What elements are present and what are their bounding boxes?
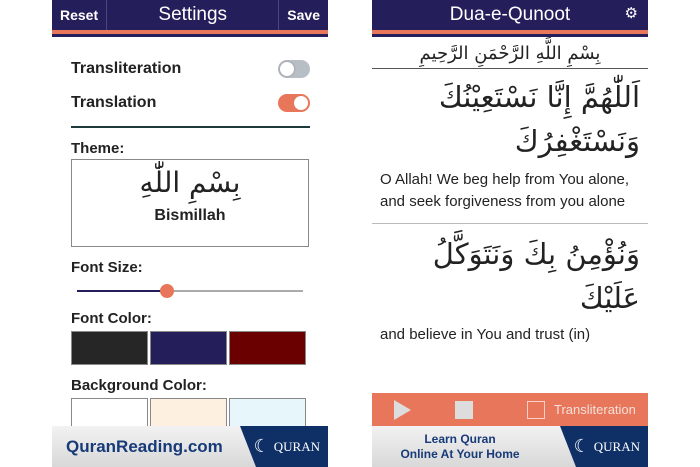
settings-screen (52, 0, 328, 467)
dua-header (372, 0, 648, 34)
translation-toggle[interactable] (278, 94, 310, 112)
transliteration-checkbox-label: Transliteration (554, 402, 636, 417)
dua-screen (372, 0, 648, 467)
font-color-swatches (52, 331, 328, 365)
save-button[interactable]: Save (287, 7, 320, 23)
ad-banner[interactable] (372, 426, 648, 467)
theme-name: Bismillah (154, 207, 226, 224)
settings-header (52, 0, 328, 34)
stop-icon[interactable] (455, 401, 473, 419)
ad-text: Online At Your Home (400, 446, 520, 461)
arabic-verse: وَنُؤْمِنُ بِكَ وَنَتَوَكَّلُ عَلَيْكَ (432, 237, 640, 315)
quran-reading-logo: ☾ QURAN (573, 436, 640, 456)
ad-text: QuranReading.com (66, 436, 223, 456)
quran-reading-logo: ☾ QURAN (253, 436, 320, 456)
font-color-swatch[interactable] (150, 331, 227, 365)
background-color-label: Background Color: (71, 377, 207, 394)
page-title: Dua-e-Qunoot (449, 4, 571, 25)
arabic-verse: اَللّٰهُمَّ إِنَّا نَسْتَعِيْنُكَ وَنَسْتَغْفِرُكَ (438, 80, 640, 158)
font-size-label: Font Size: (71, 259, 143, 276)
divider (71, 126, 310, 128)
font-color-swatch[interactable] (229, 331, 306, 365)
translation-text: O Allah! We beg help from You alone, and seek forgiveness from you alone (372, 163, 648, 224)
font-color-swatch[interactable] (71, 331, 148, 365)
transliteration-label: Transliteration (71, 60, 182, 77)
translation-row (52, 86, 328, 120)
translation-text: and believe in You and trust (in) (380, 326, 591, 343)
page-title: Settings (158, 4, 228, 25)
transliteration-row (52, 52, 328, 86)
transliteration-checkbox[interactable] (527, 401, 545, 419)
slider-thumb[interactable] (160, 284, 174, 298)
theme-label: Theme: (71, 140, 125, 157)
gears-icon[interactable]: ⚙ (624, 5, 638, 22)
play-icon[interactable] (394, 400, 411, 420)
reset-button[interactable]: Reset (60, 7, 99, 23)
translation-label: Translation (71, 94, 157, 111)
ad-text: Learn Quran (424, 431, 496, 446)
transliteration-toggle[interactable] (278, 60, 310, 78)
font-size-slider[interactable] (77, 284, 303, 298)
audio-player-bar (372, 393, 648, 426)
theme-selector[interactable] (71, 159, 309, 247)
bismillah: بِسْمِ اللَّهِ الرَّحْمَنِ الرَّحِيمِ (372, 37, 648, 69)
theme-arabic: بِسْمِ اللّٰهِ (139, 166, 241, 199)
ad-banner[interactable] (52, 426, 328, 467)
font-color-label: Font Color: (71, 310, 152, 327)
